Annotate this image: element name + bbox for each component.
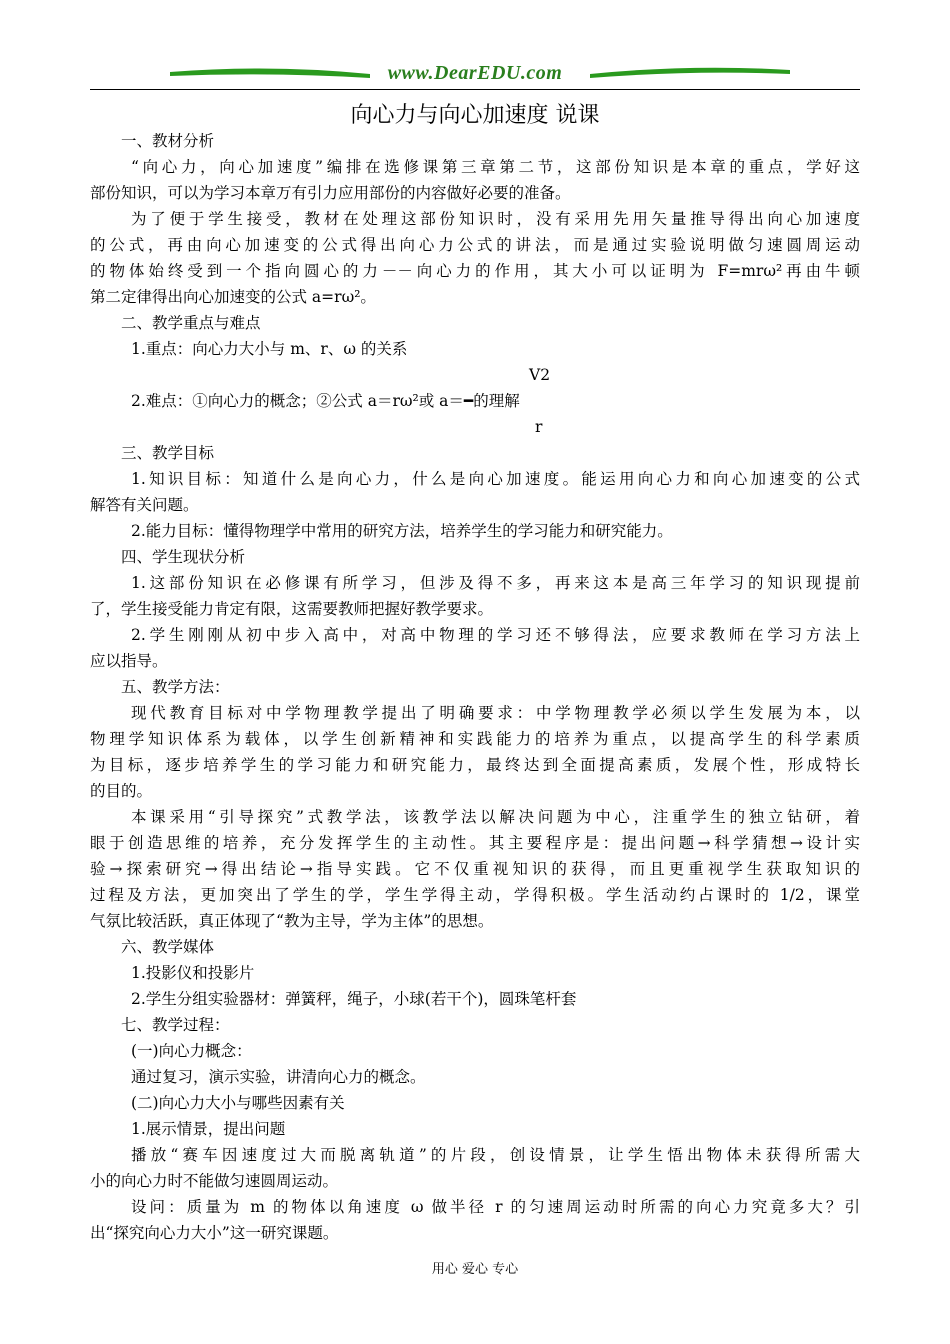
list-item: 1.投影仪和投影片: [131, 964, 255, 982]
sub-heading: (二)向心力大小与哪些因素有关: [131, 1094, 345, 1112]
paragraph-line: 的公式，再由向心加速变的公式得出向心力公式的讲法，而是通过实验说明做匀速圆周运动: [90, 236, 860, 254]
fraction-denominator: r: [535, 418, 543, 436]
paragraph-line: 第二定律得出向心加速变的公式 a=rω²。: [90, 288, 376, 306]
paragraph-line: 为了便于学生接受，教材在处理这部份知识时，没有采用先用矢量推导得出向心加速度: [131, 210, 860, 228]
paragraph-line: 2.能力目标：懂得物理学中常用的研究方法，培养学生的学习能力和研究能力。: [131, 522, 673, 540]
paragraph-line: 眼于创造思维的培养，充分发挥学生的主动性。其主要程序是：提出问题→科学猜想→设计实: [90, 834, 860, 852]
paragraph-line: 的目的。: [90, 782, 153, 800]
paragraph-line: 2.学生刚刚从初中步入高中，对高中物理的学习还不够得法，应要求教师在学习方法上: [131, 626, 860, 644]
paragraph-line: 部份知识，可以为学习本章万有引力应用部份的内容做好必要的准备。: [90, 184, 571, 202]
paragraph-line: “向心力，向心加速度”编排在选修课第三章第二节，这部份知识是本章的重点，学好这: [131, 158, 860, 176]
paragraph-line: 气氛比较活跃，真正体现了“教为主导，学为主体”的思想。: [90, 912, 494, 930]
document-body: [90, 128, 860, 1246]
section-heading: 六、教学媒体: [121, 938, 215, 956]
paragraph-line: 播放“赛车因速度过大而脱离轨道”的片段，创设情景，让学生悟出物体未获得所需大: [131, 1146, 860, 1164]
section-heading: 七、教学过程：: [121, 1016, 230, 1034]
paragraph-line: 本课采用“引导探究”式教学法，该教学法以解决问题为中心，注重学生的独立钻研，着: [131, 808, 860, 826]
site-header: [90, 62, 860, 90]
paragraph-line: 1.重点：向心力大小与 m、r、ω 的关系: [131, 340, 408, 358]
paragraph-line: 为目标，逐步培养学生的学习能力和研究能力，最终达到全面提高素质，发展个性，形成特长: [90, 756, 860, 774]
paragraph-line: 的物体始终受到一个指向圆心的力－－向心力的作用，其大小可以证明为 F=mrω²再由牛顿: [90, 262, 860, 280]
header-divider: [90, 89, 860, 90]
paragraph-line: 验→探索研究→得出结论→指导实践。它不仅重视知识的获得，而且更重视学生获取知识的: [90, 860, 860, 878]
list-item: 2.学生分组实验器材：弹簧秤，绳子，小球(若干个)，圆珠笔杆套: [131, 990, 577, 1008]
paragraph-line: 解答有关问题。: [90, 496, 199, 514]
site-logo[interactable]: www.DearEDU.com: [387, 62, 563, 84]
page-title: 向心力与向心加速度 说课: [350, 103, 600, 128]
section-heading: 五、教学方法：: [121, 678, 230, 696]
paragraph-line: 设问：质量为 m 的物体以角速度 ω 做半径 r 的匀速周运动时所需的向心力究竟多大？引: [131, 1198, 860, 1216]
paragraph-line: 1.这部份知识在必修课有所学习，但涉及得不多，再来这本是高三年学习的知识现提前: [131, 574, 860, 592]
sub-heading: (一)向心力概念：: [131, 1042, 252, 1060]
section-heading: 一、教材分析: [121, 132, 215, 150]
section-heading: 四、学生现状分析: [121, 548, 246, 566]
paragraph-line: 物理学知识体系为载体，以学生创新精神和实践能力的培养为重点，以提高学生的科学素质: [90, 730, 860, 748]
section-heading: 三、教学目标: [121, 444, 215, 462]
list-item: 1.展示情景，提出问题: [131, 1120, 286, 1138]
paragraph-line: 过程及方法，更加突出了学生的学，学生学得主动，学得积极。学生活动约占课时的 1/2，课堂: [90, 886, 860, 904]
page-footer: 用心 爱心 专心: [431, 1262, 519, 1277]
paragraph-line: 小的向心力时不能做匀速圆周运动。: [90, 1172, 339, 1190]
fraction-numerator: V2: [529, 366, 551, 384]
paragraph-line: 应以指导。: [90, 652, 168, 670]
paragraph-line: 1.知识目标：知道什么是向心力，什么是向心加速度。能运用向心力和向心加速变的公式: [131, 470, 860, 488]
paragraph-line: 出“探究向心力大小”这一研究课题。: [90, 1224, 339, 1242]
paragraph-line: 现代教育目标对中学物理教学提出了明确要求：中学物理教学必须以学生发展为本，以: [131, 704, 860, 722]
section-heading: 二、教学重点与难点: [121, 314, 261, 332]
paragraph-line: 2.难点：①向心力的概念；②公式 a＝rω²或 a＝━的理解: [131, 392, 520, 410]
paragraph-line: 了，学生接受能力肯定有限，这需要教师把握好教学要求。: [90, 600, 494, 618]
paragraph-line: 通过复习，演示实验，讲清向心力的概念。: [131, 1068, 426, 1086]
